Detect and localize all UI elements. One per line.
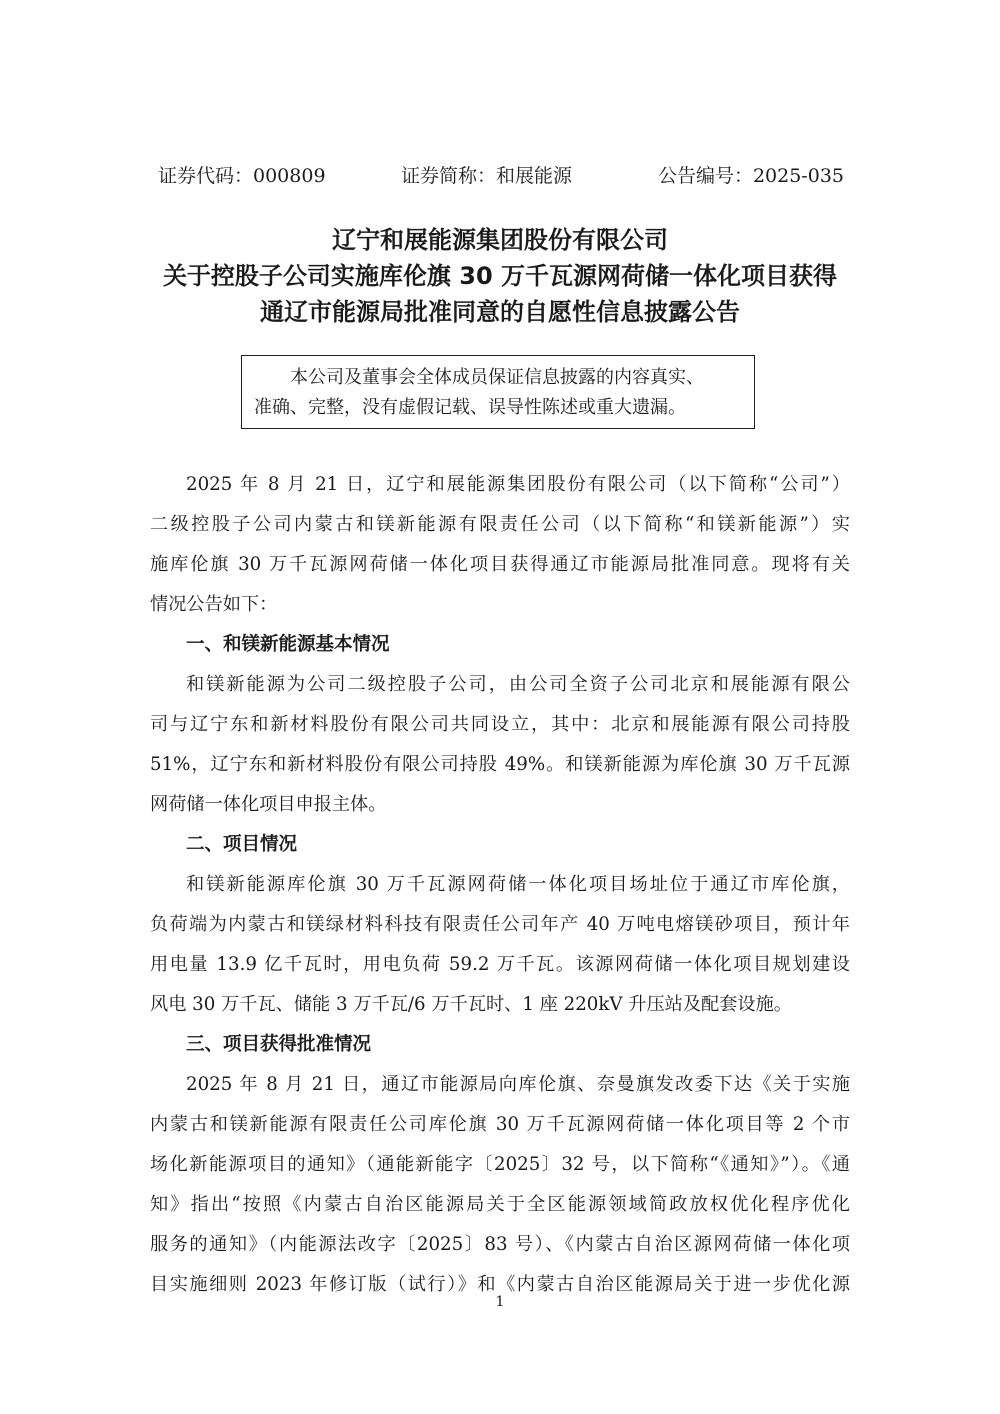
paragraph-line: 情况公告如下： — [150, 594, 278, 615]
document-title — [100, 222, 900, 330]
title-line-2: 关于控股子公司实施库伦旗 30 万千瓦源网荷储一体化项目获得 — [162, 262, 838, 290]
document-header — [158, 160, 844, 192]
paragraph-line: 风电 30 万千瓦、储能 3 万千瓦/6 万千瓦时、1 座 220kV 升压站及配套设施。 — [150, 994, 792, 1015]
title-line-3: 通辽市能源局批准同意的自愿性信息披露公告 — [260, 298, 740, 326]
security-short-name: 证券简称：和展能源 — [401, 165, 573, 187]
paragraph-line: 2025 年 8 月 21 日，辽宁和展能源集团股份有限公司（以下简称“公司”） — [186, 474, 850, 495]
intro-paragraph — [150, 465, 850, 625]
paragraph-line: 知》指出“按照《内蒙古自治区能源局关于全区能源领域简政放权优化程序优化 — [150, 1194, 850, 1215]
board-statement-box — [241, 355, 755, 429]
paragraph-line: 场化新能源项目的通知》（通能新能字〔2025〕32 号，以下简称“《通知》”）。《通 — [150, 1154, 850, 1175]
paragraph-line: 2025 年 8 月 21 日，通辽市能源局向库伦旗、奈曼旗发改委下达《关于实施 — [186, 1074, 850, 1095]
section-approval-paragraph — [150, 1065, 850, 1305]
paragraph-line: 网荷储一体化项目申报主体。 — [150, 794, 387, 815]
paragraph-line: 目实施细则 2023 年修订版（试行）》和《内蒙古自治区能源局关于进一步优化源 — [150, 1274, 850, 1295]
statement-line-1: 本公司及董事会全体成员保证信息披露的内容真实、 — [290, 367, 704, 388]
paragraph-line: 用电量 13.9 亿千瓦时，用电负荷 59.2 万千瓦。该源网荷储一体化项目规划建设 — [150, 954, 850, 975]
paragraph-line: 内蒙古和镁新能源有限责任公司库伦旗 30 万千瓦源网荷储一体化项目等 2 个市 — [150, 1114, 850, 1135]
paragraph-line: 服务的通知》（内能源法改字〔2025〕83 号）、《内蒙古自治区源网荷储一体化项 — [150, 1234, 850, 1255]
announcement-number: 公告编号：2025-035 — [657, 165, 844, 187]
title-line-1: 辽宁和展能源集团股份有限公司 — [332, 226, 668, 254]
paragraph-line: 二级控股子公司内蒙古和镁新能源有限责任公司（以下简称“和镁新能源”）实 — [150, 514, 850, 535]
paragraph-line: 负荷端为内蒙古和镁绿材料科技有限责任公司年产 40 万吨电熔镁砂项目，预计年 — [150, 914, 850, 935]
paragraph-line: 司与辽宁东和新材料股份有限公司共同设立，其中：北京和展能源有限公司持股 — [150, 714, 850, 735]
paragraph-line: 施库伦旗 30 万千瓦源网荷储一体化项目获得通辽市能源局批准同意。现将有关 — [150, 554, 850, 575]
section-project-paragraph — [150, 865, 850, 1025]
section-company-paragraph — [150, 665, 850, 825]
paragraph-line: 51%，辽宁东和新材料股份有限公司持股 49%。和镁新能源为库伦旗 30 万千瓦源 — [150, 754, 850, 775]
paragraph-line: 和镁新能源为公司二级控股子公司，由公司全资子公司北京和展能源有限公 — [186, 674, 850, 695]
section-heading-approval: 三、项目获得批准情况 — [186, 1034, 372, 1055]
statement-line-2: 准确、完整，没有虚假记载、误导性陈述或重大遗漏。 — [254, 397, 686, 418]
page-number: 1 — [495, 1294, 505, 1310]
paragraph-line: 和镁新能源库伦旗 30 万千瓦源网荷储一体化项目场址位于通辽市库伦旗， — [186, 874, 850, 895]
security-code: 证券代码：000809 — [158, 165, 326, 187]
section-heading-company: 一、和镁新能源基本情况 — [186, 634, 390, 655]
section-heading-project: 二、项目情况 — [186, 834, 298, 855]
